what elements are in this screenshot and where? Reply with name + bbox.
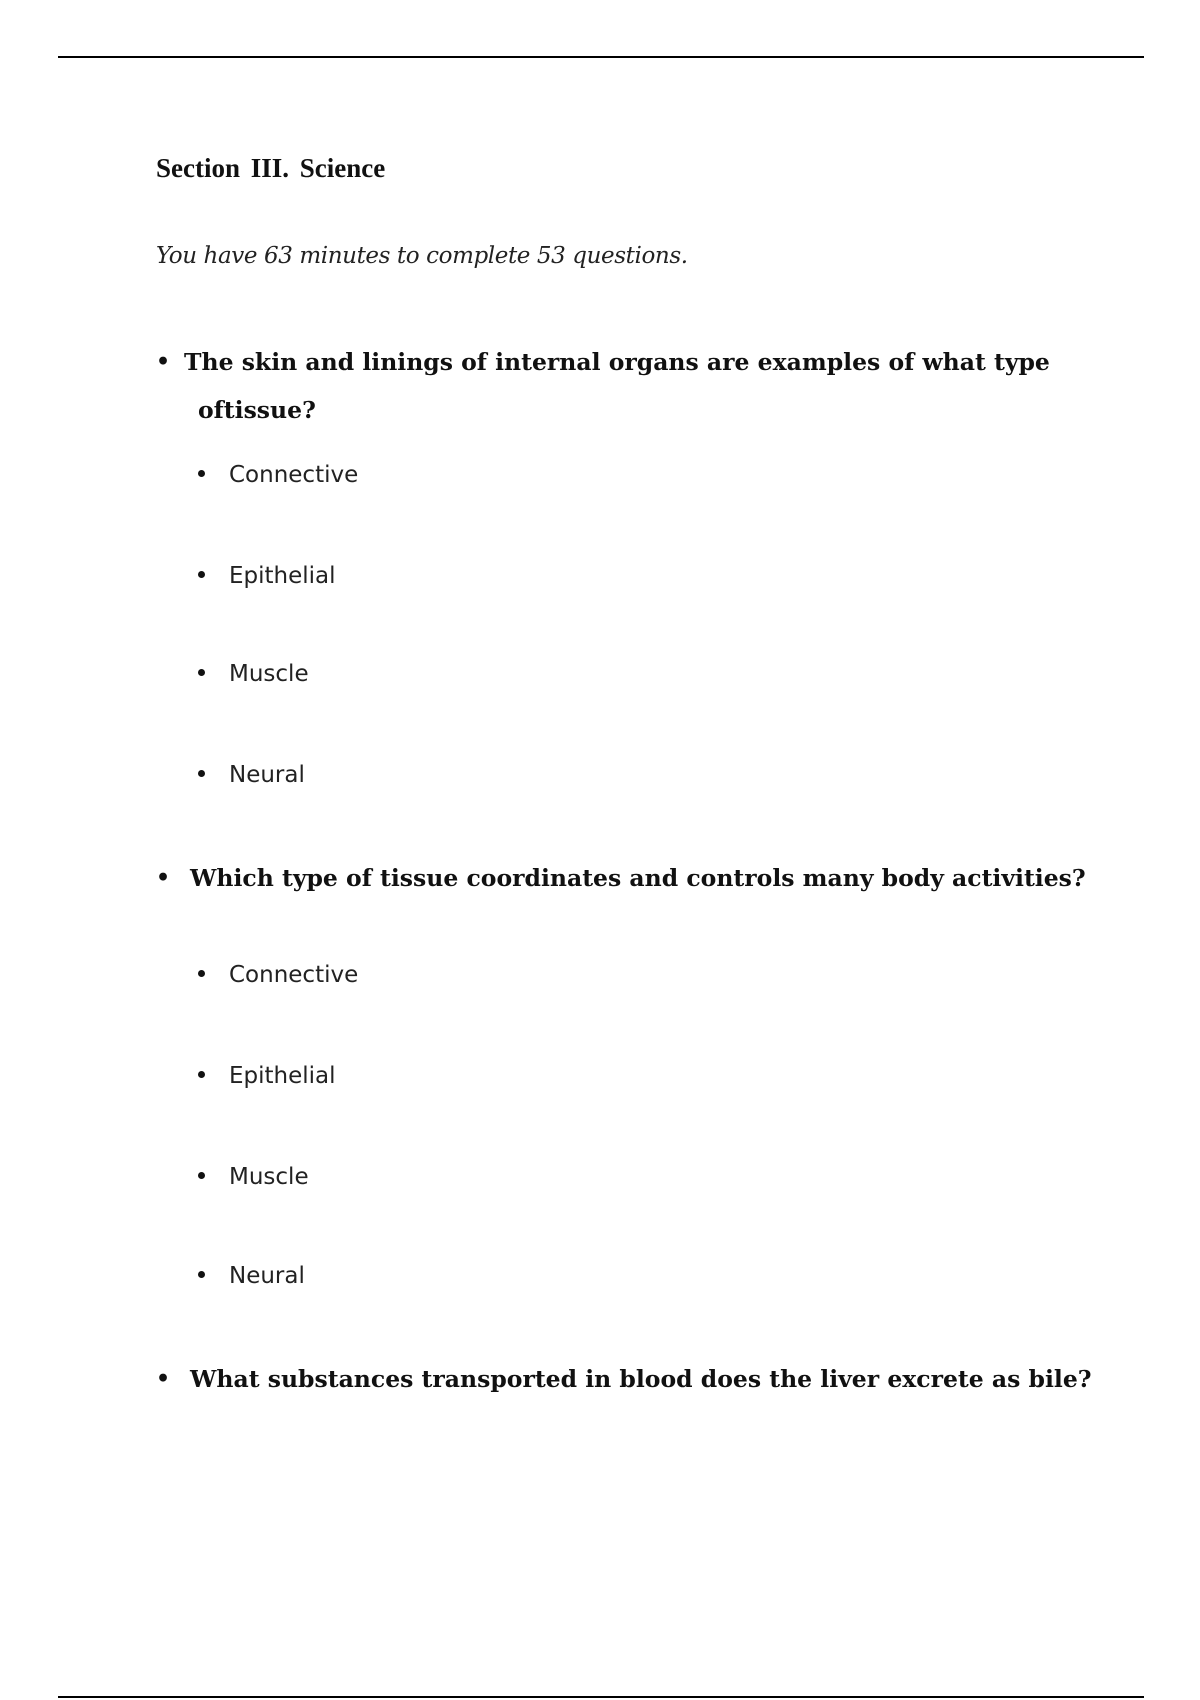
q2-option-muscle[interactable]	[198, 1162, 309, 1192]
bullet-icon	[198, 571, 205, 578]
option-label: Neural	[229, 762, 305, 788]
question-1-text	[184, 338, 1064, 434]
q2-option-epithelial[interactable]	[198, 1061, 336, 1091]
section-title: Section III. Science	[156, 153, 386, 183]
q2-option-connective[interactable]	[198, 960, 358, 990]
bullet-icon	[198, 770, 205, 777]
q2-option-neural[interactable]	[198, 1261, 305, 1291]
option-label: Connective	[229, 462, 359, 488]
option-label: Connective	[229, 962, 359, 988]
bullet-icon	[198, 1271, 205, 1278]
question-1-text-line1: The skin and linings of internal organs are examples of what type	[184, 348, 1050, 376]
bullet-icon	[198, 1172, 205, 1179]
bullet-icon: •	[156, 865, 171, 891]
bottom-rule	[58, 1696, 1144, 1698]
option-label: Epithelial	[229, 563, 336, 589]
q1-option-epithelial[interactable]	[198, 561, 336, 591]
bullet-icon	[198, 669, 205, 676]
question-2	[156, 854, 1150, 902]
bullet-icon	[198, 1071, 205, 1078]
question-3	[156, 1355, 1150, 1403]
instructions-text: You have 63 minutes to complete 53 questions.	[156, 243, 688, 269]
option-label: Epithelial	[229, 1063, 336, 1089]
top-rule	[58, 56, 1144, 58]
option-label: Neural	[229, 1263, 305, 1289]
q1-option-connective[interactable]	[198, 460, 358, 490]
bullet-icon	[198, 970, 205, 977]
q1-option-neural[interactable]	[198, 760, 305, 790]
question-3-text: What substances transported in blood does the liver excrete as bile?	[190, 1365, 1092, 1393]
bullet-icon: •	[156, 1366, 171, 1392]
question-2-text: Which type of tissue coordinates and controls many body activities?	[190, 864, 1086, 892]
question-1-text-line2: oftissue?	[198, 396, 316, 424]
q1-option-muscle[interactable]	[198, 659, 309, 689]
option-label: Muscle	[229, 661, 309, 687]
question-1	[156, 338, 1064, 434]
option-label: Muscle	[229, 1164, 309, 1190]
bullet-icon: •	[156, 349, 171, 375]
bullet-icon	[198, 470, 205, 477]
